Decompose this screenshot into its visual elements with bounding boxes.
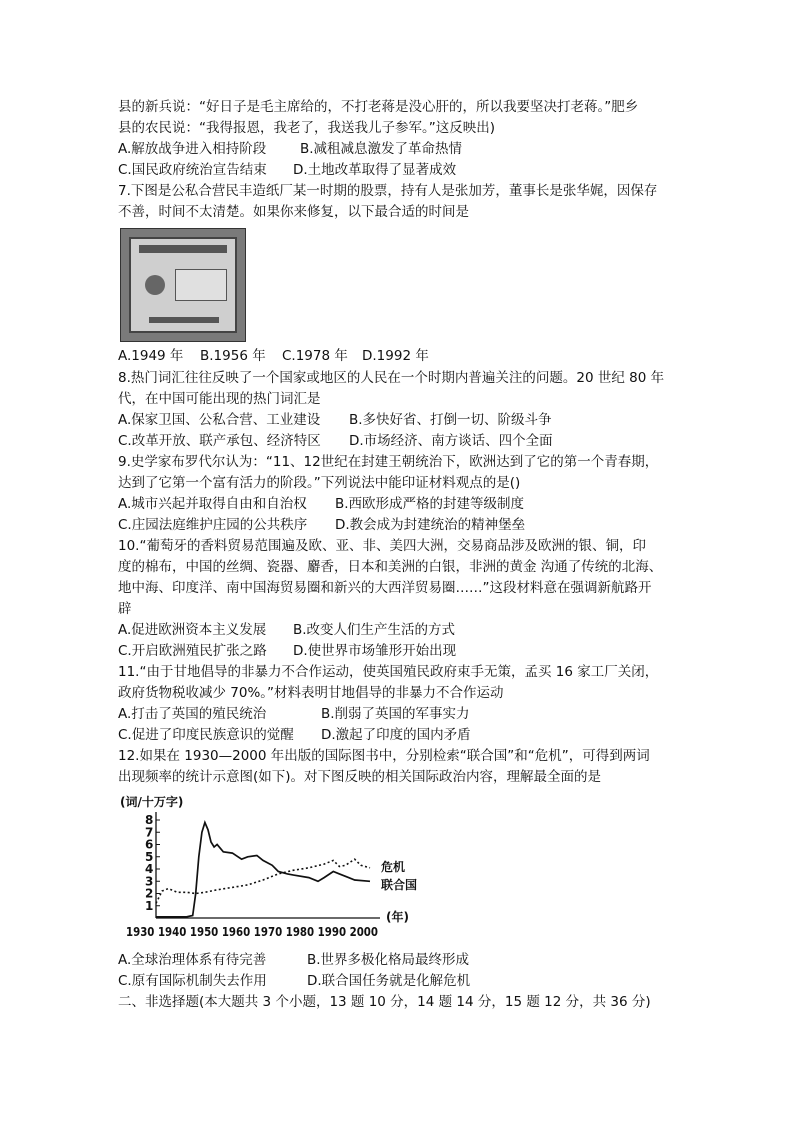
q12-options-row1 (118, 950, 469, 970)
q6-stem-line1: 县的新兵说：“好日子是毛主席给的，不打老蒋是没心肝的，所以我要坚决打老蒋。”肥乡 (118, 99, 639, 115)
y-tick-label: 8 (145, 813, 154, 827)
q8-option-d: D.市场经济、南方谈话、四个全面 (349, 433, 553, 449)
q6-options-row2 (118, 160, 456, 180)
q7-option-b: B.1956 年 (200, 348, 266, 364)
q7-option-c: C.1978 年 (282, 348, 348, 364)
q10-option-b: B.改变人们生产生活的方式 (293, 622, 456, 638)
q7-stem-line2: 不善，时间不太清楚。如果你来修复，以下最合适的时间是 (118, 204, 469, 220)
q7-option-d: D.1992 年 (362, 348, 429, 364)
q9-stem-line1: 9.史学家布罗代尔认为：“11、12世纪在封建王朝统治下，欧洲达到了它的第一个青春期， (118, 454, 659, 470)
section-two-heading: 二、非选择题(本大题共 3 个小题，13 题 10 分，14 题 14 分，15 题 12 分，共 36 分) (118, 994, 651, 1010)
q9-option-a: A.城市兴起并取得自由和自治权 (118, 496, 307, 512)
q8-stem-line2: 代，在中国可能出现的热门词汇是 (118, 391, 321, 407)
y-tick-label: 3 (145, 874, 154, 889)
q8-stem-line1: 8.热门词汇往往反映了一个国家或地区的人民在一个时期内普遍关注的问题。20 世纪 80 年 (118, 370, 665, 386)
q10-stem-line3: 地中海、印度洋、南中国海贸易圈和新兴的大西洋贸易圈……”这段材料意在强调新航路开 (118, 580, 652, 596)
stock-certificate-image (120, 228, 246, 342)
q6-option-a: A.解放战争进入相持阶段 (118, 141, 267, 157)
q9-option-d: D.教会成为封建统治的精神堡垒 (335, 517, 526, 533)
stock-certificate-text-block (175, 269, 227, 301)
q10-options-row1 (118, 620, 455, 640)
q7-stem-line1: 7.下图是公私合营民丰造纸厂某一时期的股票，持有人是张加芳，董事长是张华娓，因保存 (118, 183, 658, 199)
series-un-line (156, 823, 370, 917)
y-tick-label: 6 (145, 837, 154, 852)
y-tick-label: 2 (145, 886, 154, 901)
q11-stem-line1: 11.“由于甘地倡导的非暴力不合作运动，使英国殖民政府束手无策，孟买 16 家工厂关闭， (118, 664, 659, 680)
q12-option-b: B.世界多极化格局最终形成 (307, 952, 470, 968)
q11-option-b: B.削弱了英国的军事实力 (321, 706, 470, 722)
q9-option-b: B.西欧形成严格的封建等级制度 (335, 496, 525, 512)
q10-option-c: C.开启欧洲殖民扩张之路 (118, 643, 267, 659)
q10-options-row2 (118, 641, 456, 661)
q12-options-row2 (118, 971, 470, 991)
stock-certificate-header-band (139, 245, 227, 253)
q9-stem-line2: 达到了它第一个富有活力的阶段。”下列说法中能印证材料观点的是() (118, 475, 521, 491)
q11-options-row1 (118, 704, 470, 724)
q8-options-row1 (118, 410, 552, 430)
q10-option-d: D.使世界市场雏形开始出现 (293, 643, 457, 659)
q9-options-row1 (118, 494, 524, 514)
q8-options-row2 (118, 431, 553, 451)
y-tick-label: 5 (145, 849, 154, 864)
q6-option-b: B.减租减息激发了革命热情 (300, 141, 463, 157)
chart-x-tick-labels: 1930 1940 1950 1960 1970 1980 1990 2000 (126, 925, 378, 939)
q10-option-a: A.促进欧洲资本主义发展 (118, 622, 267, 638)
q11-option-a: A.打击了英国的殖民统治 (118, 706, 267, 722)
frequency-line-chart (118, 790, 438, 945)
q12-option-d: D.联合国任务就是化解危机 (307, 973, 471, 989)
q7-options (118, 346, 429, 366)
q12-stem-line2: 出现频率的统计示意图(如下)。对下图反映的相关国际政治内容，理解最全面的是 (118, 769, 602, 785)
q8-option-a: A.保家卫国、公私合营、工业建设 (118, 412, 321, 428)
y-tick-label: 1 (145, 898, 154, 913)
series-crisis-line (156, 859, 370, 903)
q11-option-d: D.激起了印度的国内矛盾 (321, 727, 471, 743)
q9-option-c: C.庄园法庭维护庄园的公共秩序 (118, 517, 308, 533)
q9-options-row2 (118, 515, 525, 535)
y-tick-label: 7 (145, 825, 154, 840)
q11-stem-line2: 政府货物税收减少 70%。”材料表明甘地倡导的非暴力不合作运动 (118, 685, 504, 701)
q8-option-c: C.改革开放、联产承包、经济特区 (118, 433, 321, 449)
stock-certificate-seal (145, 275, 165, 295)
stock-certificate-footer (149, 317, 219, 323)
q7-option-a: A.1949 年 (118, 348, 184, 364)
q11-options-row2 (118, 725, 471, 745)
q10-stem-line4: 辟 (118, 601, 132, 617)
y-tick-label: 4 (145, 862, 154, 876)
q8-option-b: B.多快好省、打倒一切、阶级斗争 (349, 412, 552, 428)
q6-stem-line2: 县的农民说：“我得报恩，我老了，我送我儿子参军。”这反映出) (118, 120, 496, 136)
q10-stem-line1: 10.“葡萄牙的香料贸易范围遍及欧、亚、非、美四大洲，交易商品涉及欧洲的银、铜，印 (118, 538, 646, 554)
q10-stem-line2: 度的棉布，中国的丝绸、瓷器、麝香，日本和美洲的白银，非洲的黄金 沟通了传统的北海、 (118, 559, 663, 575)
legend-un-label: 联合国 (381, 878, 418, 892)
q6-options-row1 (118, 139, 462, 159)
q12-option-c: C.原有国际机制失去作用 (118, 973, 267, 989)
q12-stem-line1: 12.如果在 1930—2000 年出版的国际图书中，分别检索“联合国”和“危机”，可得到两词 (118, 748, 650, 764)
q11-option-c: C.促进了印度民族意识的觉醒 (118, 727, 294, 743)
q12-option-a: A.全球治理体系有待完善 (118, 952, 267, 968)
chart-y-axis-label: (词/十万字) (120, 795, 184, 809)
q6-option-d: D.土地改革取得了显著成效 (293, 162, 457, 178)
legend-crisis-label: 危机 (381, 860, 406, 874)
q6-option-c: C.国民政府统治宣告结束 (118, 162, 267, 178)
chart-x-axis-label: (年) (386, 910, 409, 924)
